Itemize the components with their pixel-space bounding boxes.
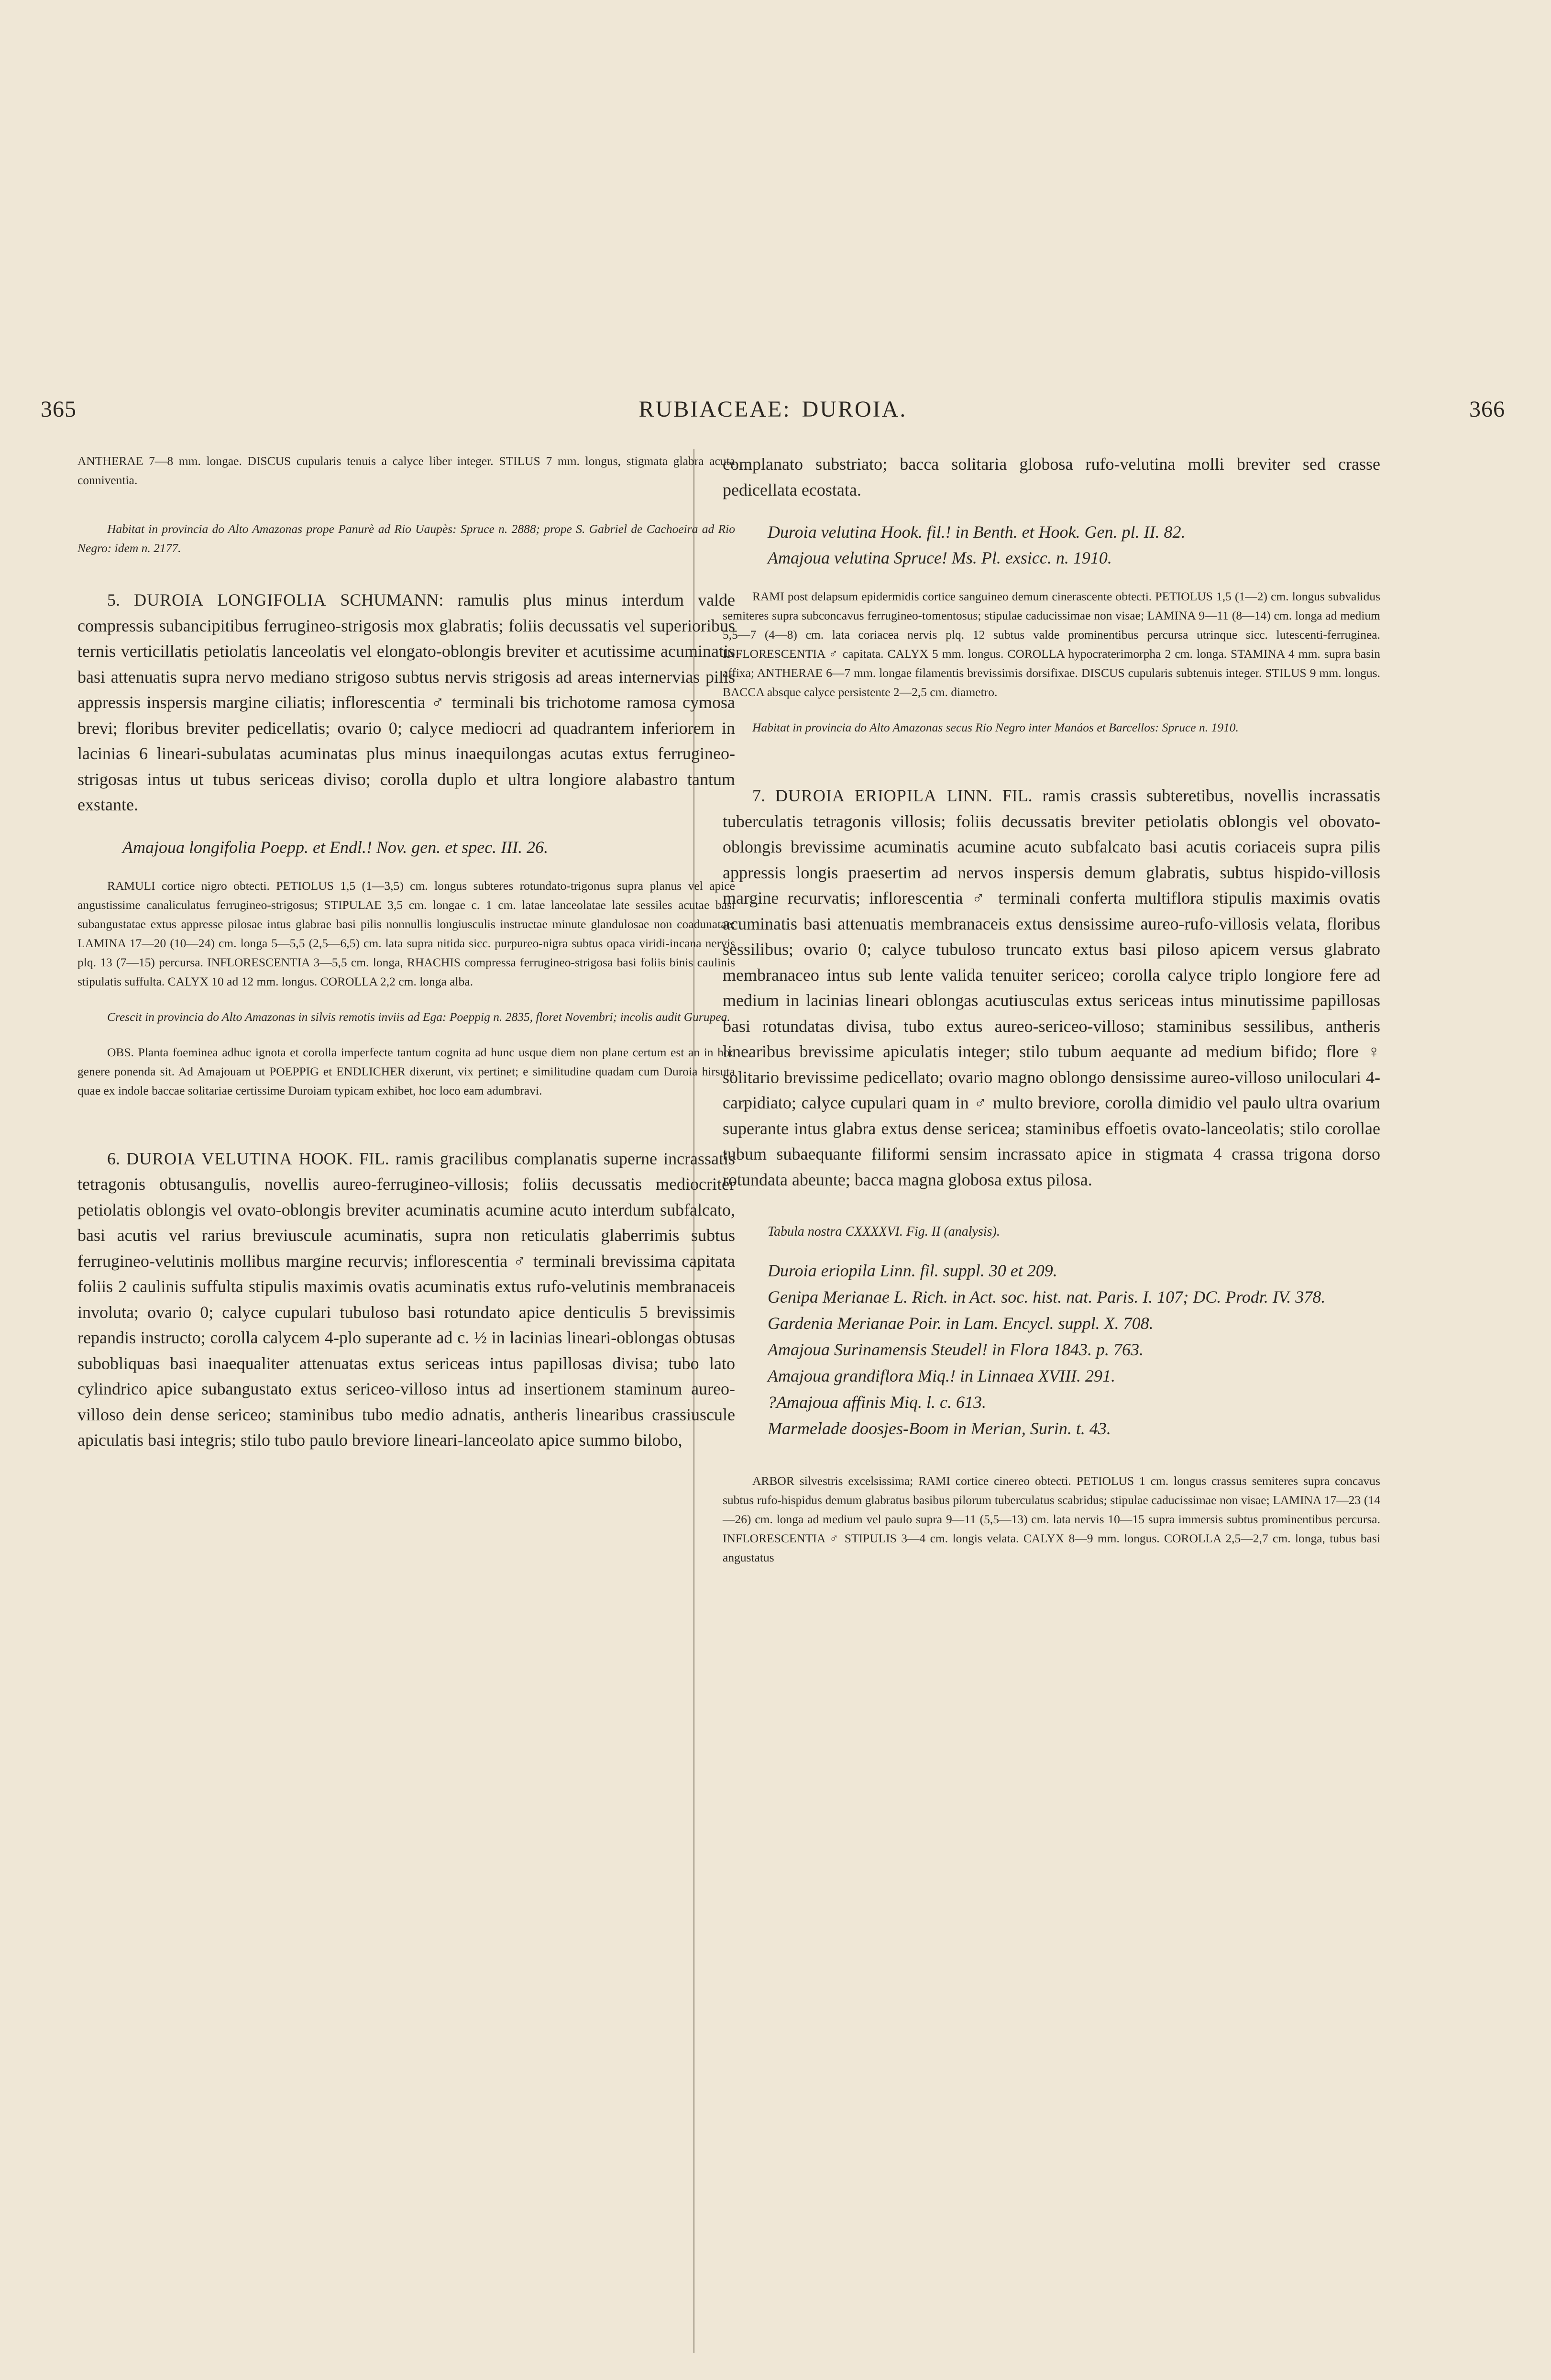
synonym-item: Genipa Merianae L. Rich. in Act. soc. hist. nat. Paris. I. 107; DC. Prodr. IV. 378. [768,1287,1326,1306]
synonym-item: Marmelade doosjes-Boom in Merian, Surin. t. 43. [768,1419,1111,1438]
synonym-item: Gardenia Merianae Poir. in Lam. Encycl. suppl. X. 708. [768,1314,1154,1333]
synonym-item: Amajoua grandiflora Miq.! in Linnaea XVIII. 291. [768,1366,1115,1385]
species-6-continuation: complanato substriato; bacca solitaria globosa rufo-velutina molli breviter sed crasse pedicellata ecostata. [723,454,1380,499]
species-6-text: ramis gracilibus complanatis superne incrassatis tetragonis obtusangulis, novellis aureo-ferrugineo-villosis; foliis decussatis mediocriter petiolatis oblongis vel ovato-oblongis breviter acuminatis acumine acuto interdum subfalcato, basi acutis vel rarius breviuscule acuminatis, supra non reticulatis glaberrimis subtus ferrugineo-velutinis mollibus margine recurvis; inflorescentia ♂ terminali brevissima capitata foliis 2 caulinis suffulta stipulis maximis ovatis acuminatis extus rufo-velutinis membranaceis involuta; ovario 0; calyce cupulari tubuloso basi rotundato apice denticulis 5 brevissimis repandis instructo; corolla calycem 4-plo superante ad c. ½ in lacinias lineari-oblongas obtusas subobliquas basi inaequaliter attenuatas extus sericeas intus papillosas divisa; tubo lato cylindrico apice subangustato extus sericeo-villoso intus ad insertionem staminum aureo-villoso dein dense sericeo; staminibus tubo medio adnatis, antheris linearibus crassiuscule apiculatis basi integris; stilo tubo paulo breviore lineari-lanceolato apice summo bilobo, [77,1149,736,1450]
right-column [723,452,1380,1567]
species-6-synonym-2: Amajoua velutina Spruce! Ms. Pl. exsicc. n. 1910. [768,548,1112,567]
species-6-synonym-1: Duroia velutina Hook. fil.! in Benth. et Hook. Gen. pl. II. 82. [768,522,1186,542]
species-7-name: DUROIA ERIOPILA [775,786,937,805]
species-7-number: 7. [752,786,765,805]
species-5-observation: OBS. Planta foeminea adhuc ignota et corolla imperfecte tantum cognita ad hunc usque diem non plane certum est an in hoc genere ponenda sit. Ad Amajouam ut POEPPIG et ENDLICHER dixerunt, vix pertinet; e similitudine quadam cum Duroia hirsuta quae ex indole baccae solitariae certissime Duroiam typicam exhibet, hoc loco eam adumbravi. [77,1045,735,1097]
running-title [41,396,1505,422]
species-6-name: DUROIA VELUTINA [126,1149,293,1168]
species-6-author: HOOK. FIL. [298,1149,389,1168]
synonym-item: Duroia eriopila Linn. fil. suppl. 30 et 209. [768,1261,1057,1280]
species-7-author: LINN. FIL. [946,786,1033,805]
page-number-left: 365 [41,397,77,422]
intro-paragraph: ANTHERAE 7—8 mm. longae. DISCUS cupularis tenuis a calyce liber integer. STILUS 7 mm. longus, stigmata glabra acuta conniventia. [77,454,735,487]
synonym-item: Amajoua Surinamensis Steudel! in Flora 1843. p. 763. [768,1340,1144,1359]
family-name: RUBIACEAE: [638,397,791,422]
species-6-number: 6. [107,1149,120,1168]
synonym-item: ?Amajoua affinis Miq. l. c. 613. [768,1393,986,1412]
species-5-name: DUROIA LONGIFOLIA [134,590,327,609]
species-5-habitat: Crescit in provincia do Alto Amazonas in silvis remotis inviis ad Ega: Poeppig n. 2835, floret Novembri; incolis audit Gurupea. [107,1009,730,1024]
species-7-diagnosis [723,783,1380,1193]
species-5-description: RAMULI cortice nigro obtecti. PETIOLUS 1,5 (1—3,5) cm. longus subteres rotundato-trigonus supra planus vel apice angustissime canaliculatus ferrugineo-strigosus; STIPULAE 3,5 cm. longae c. 1 cm. latae lanceolatae late sessiles acutae basi subangustatae extus appresse pilosae intus glabrae basi pilis nonnullis longiusculis instructae minute glandulosae non coadunatae; LAMINA 17—20 (10—24) cm. longa 5—5,5 (2,5—6,5) cm. lata supra nitida sicc. purpureo-nigra subtus opaca viridi-incana nervis plq. 13 (7—15) percursa. INFLORESCENTIA 3—5,5 cm. longa, RHACHIS compressa ferrugineo-strigosa basi foliis binis caulinis stipulatis suffulta. CALYX 10 ad 12 mm. longus. COROLLA 2,2 cm. longa alba. [77,878,735,988]
species-7-text: ramis crassis subteretibus, novellis incrassatis tuberculatis tetragonis villosis; foliis decussatis breviter petiolatis oblongis vel obovato-oblongis brevissime acuminatis acumine acuto subfalcato basi acutis coriaceis supra pilis appressis longis praesertim ad nervos inspersis demum glabratis, subtus hispido-villosis margine recurvatis; inflorescentia ♂ terminali conferta multiflora stipulis maximis ovatis acuminatis basi attenuatis membranaceis extus densissime aureo-rufo-villosis velata, floribus sessilibus; ovario 0; calyce tubuloso truncato extus basi piloso apicem versus glabrato membranaceo intus sub lente valida tenuiter sericeo; corolla calyce triplo longiore fere ad medium in lacinias lineari oblongas acutiusculas extus sericeas intus minutissime papillosas basi rotundatas divisa, tubo extus aureo-sericeo-villoso; staminibus sessilibus, antheris linearibus brevissime apiculatis integer; stilo tubum aequante ad medium bifido; flore ♀ solitario brevissime pedicellato; ovario magno oblongo densissime aureo-villoso uniloculari 4-carpidiato; calyce cupulari quam in ♂ multo breviore, corolla dimidio vel paulo ultra ovarium superante intus glabra extus dense sericea; staminibus effoetis ovato-lanceolatis; stilo corollae tubum subaequante filiformi sensim incrassato apice in stigmata 4 crassa trigona dorso rotundata abeunte; bacca magna globosa extus pilosa. [723,786,1381,1189]
species-5-diagnosis [77,587,735,818]
species-6-description: RAMI post delapsum epidermidis cortice sanguineo demum cinerascente obtecti. PETIOLUS 1,5 (1—2) cm. longus subvalidus semiteres supra subconcavus ferrugineo-tomentosus; stipulae caducissimae non visae; LAMINA 9—11 (8—14) cm. longa ad medium 5,5—7 (4—8) cm. lata coriacea nervis plq. 12 subtus valde prominentibus percursa utrinque sicc. lutescenti-ferruginea. INFLORESCENTIA ♂ capitata. CALYX 5 mm. longus. COROLLA hypocraterimorpha 2 cm. longa. STAMINA 4 mm. supra basin affixa; ANTHERAE 6—7 mm. longae filamentis brevissimis dorsifixae. DISCUS cupularis subtenuis integer. STILUS 9 mm. longus. BACCA absque calyce persistente 2—2,5 cm. diametro. [723,589,1380,699]
running-header [41,396,1505,434]
species-7-description: ARBOR silvestris excelsissima; RAMI cortice cinereo obtecti. PETIOLUS 1 cm. longus crassus semiteres supra concavus subtus rufo-hispidus demum glabratus basibus pilorum tuberculatus scabridus; stipulae caducissimae non visae; LAMINA 17—23 (14—26) cm. longa ad medium vel paulo supra 9—11 (5,5—13) cm. lata nervis 10—15 supra immersis subtus prominentibus percursa. INFLORESCENTIA ♂ STIPULIS 3—4 cm. longis velata. CALYX 8—9 mm. longus. COROLLA 2,5—2,7 cm. longa, tubus basi angustatus [723,1474,1380,1564]
species-5-synonym: Amajoua longifolia Poepp. et Endl.! Nov. gen. et spec. III. 26. [122,837,549,857]
left-column [77,452,735,1453]
species-5-author: SCHUMANN: [340,590,444,609]
species-5-number: 5. [107,590,120,609]
genus-name: DUROIA. [802,397,907,422]
species-6-habitat: Habitat in provincia do Alto Amazonas secus Rio Negro inter Manáos et Barcellos: Spruce n. 1910. [752,720,1239,734]
species-6-diagnosis [77,1146,735,1453]
habitat-paragraph: Habitat in provincia do Alto Amazonas prope Panurè ad Rio Uaupès: Spruce n. 2888; prope S. Gabriel de Cachoeira ad Rio Negro: idem n. 2177. [77,522,735,555]
page-number-right: 366 [1469,397,1505,422]
species-7-plate-reference: Tabula nostra CXXXXVI. Fig. II (analysis). [768,1224,1000,1239]
species-7-synonym-list [723,1258,1380,1442]
species-5-text: ramulis plus minus interdum valde compressis subancipitibus ferrugineo-strigosis mox glabratis; foliis decussatis vel superioribus ternis verticillatis petiolatis lanceolatis vel elongato-oblongis breviter et acutissime acuminatis basi attenuatis supra nervo mediano strigoso subtus nervis strigosis ad areas internervias pilis appressis inspersis margine ciliatis; inflorescentia ♂ terminali bis trichotome ramosa cymosa brevi; floribus breviter pedicellatis; ovario 0; calyce mediocri ad quadrantem inferiorem in lacinias 6 lineari-subulatas acuminatas plus minus inaequilongas acutas extus ferrugineo-strigosas intus ut tubus sericeas diviso; corolla duplo et ultra longiore alabastro tantum exstante. [77,590,736,814]
